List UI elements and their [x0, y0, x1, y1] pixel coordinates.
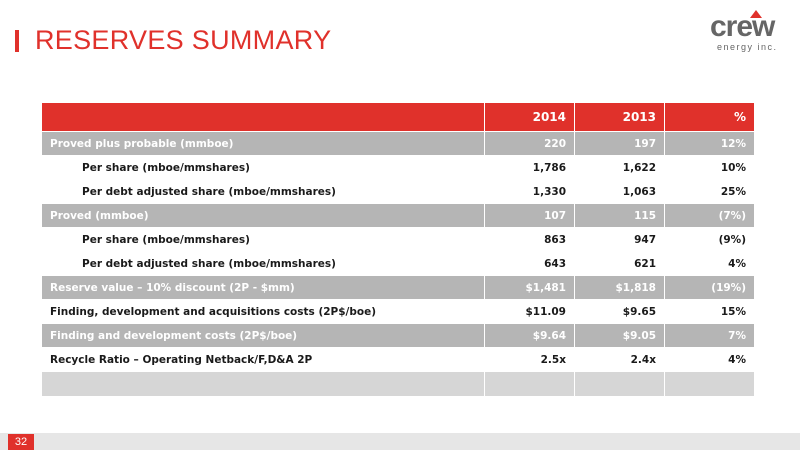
- cell-pct: 25%: [665, 180, 755, 204]
- cell-pct: (9%): [665, 228, 755, 252]
- cell-pct: 7%: [665, 324, 755, 348]
- header-pct: %: [665, 103, 755, 132]
- table-row-empty: [42, 372, 754, 397]
- title-accent-bar: [15, 30, 19, 52]
- cell-2014: $9.64: [485, 324, 575, 348]
- cell-2014: 1,786: [485, 156, 575, 180]
- label: Proved (mmboe): [42, 204, 485, 228]
- cell-2014: 220: [485, 132, 575, 156]
- cell-pct: 10%: [665, 156, 755, 180]
- header-label: [42, 103, 485, 132]
- footer-bar: [0, 433, 800, 450]
- empty-cell: [42, 372, 485, 397]
- table-row: [42, 252, 754, 276]
- table-row: [42, 204, 754, 228]
- cell-pct: 12%: [665, 132, 755, 156]
- cell-2014: $11.09: [485, 300, 575, 324]
- table-header-row: [42, 103, 754, 132]
- label: Per share (mboe/mmshares): [42, 228, 485, 252]
- reserves-table: [42, 103, 754, 397]
- table-row: [42, 156, 754, 180]
- page-number: 32: [8, 434, 34, 450]
- cell-2013: 2.4x: [575, 348, 665, 372]
- cell-2013: $1,818: [575, 276, 665, 300]
- table-row: [42, 228, 754, 252]
- logo-wordmark: crew: [710, 10, 775, 43]
- table-row: [42, 300, 754, 324]
- logo-caret-icon: [750, 10, 762, 18]
- empty-cell: [575, 372, 665, 397]
- logo-subtitle: energy inc.: [717, 42, 778, 52]
- table-row: [42, 324, 754, 348]
- cell-2014: 2.5x: [485, 348, 575, 372]
- empty-cell: [485, 372, 575, 397]
- cell-2013: 115: [575, 204, 665, 228]
- cell-2013: $9.05: [575, 324, 665, 348]
- cell-2013: 947: [575, 228, 665, 252]
- crew-energy-logo: [710, 10, 790, 54]
- table-row: [42, 276, 754, 300]
- label: Per debt adjusted share (mboe/mmshares): [42, 180, 485, 204]
- header-2013: 2013: [575, 103, 665, 132]
- cell-2014: 863: [485, 228, 575, 252]
- table-row: [42, 132, 754, 156]
- header-2014: 2014: [485, 103, 575, 132]
- cell-2013: 197: [575, 132, 665, 156]
- label: Finding and development costs (2P$/boe): [42, 324, 485, 348]
- label: Recycle Ratio – Operating Netback/F,D&A 2P: [42, 348, 485, 372]
- label: Proved plus probable (mmboe): [42, 132, 485, 156]
- cell-2013: $9.65: [575, 300, 665, 324]
- table-row: [42, 180, 754, 204]
- cell-2014: $1,481: [485, 276, 575, 300]
- cell-2014: 643: [485, 252, 575, 276]
- cell-pct: 15%: [665, 300, 755, 324]
- cell-pct: 4%: [665, 252, 755, 276]
- cell-pct: (19%): [665, 276, 755, 300]
- label: Per share (mboe/mmshares): [42, 156, 485, 180]
- cell-2014: 107: [485, 204, 575, 228]
- label: Per debt adjusted share (mboe/mmshares): [42, 252, 485, 276]
- table-row: [42, 348, 754, 372]
- empty-cell: [665, 372, 755, 397]
- cell-2014: 1,330: [485, 180, 575, 204]
- cell-pct: (7%): [665, 204, 755, 228]
- cell-2013: 621: [575, 252, 665, 276]
- cell-pct: 4%: [665, 348, 755, 372]
- label: Finding, development and acquisitions costs (2P$/boe): [42, 300, 485, 324]
- slide-title: RESERVES SUMMARY: [35, 25, 332, 55]
- cell-2013: 1,063: [575, 180, 665, 204]
- label: Reserve value – 10% discount (2P - $mm): [42, 276, 485, 300]
- cell-2013: 1,622: [575, 156, 665, 180]
